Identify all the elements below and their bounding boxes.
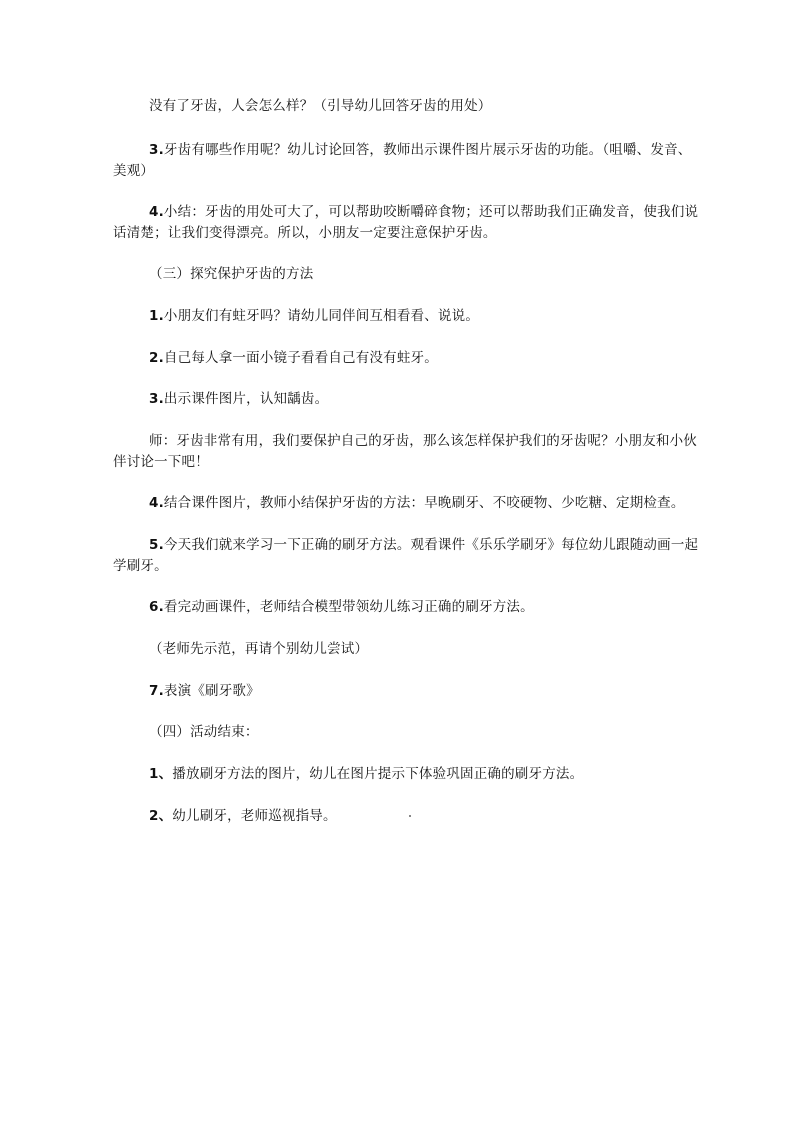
paragraph-text: （三）探究保护牙齿的方法	[149, 266, 314, 282]
paragraph-protection-methods	[113, 493, 703, 514]
paragraph-text: 结合课件图片，教师小结保护牙齿的方法：早晚刷牙、不咬硬物、少吃糖、定期检查。	[163, 495, 685, 511]
paragraph-text: 看完动画课件，老师结合模型带领幼儿练习正确的刷牙方法。	[163, 599, 534, 615]
paragraph-text: 小结：牙齿的用处可大了，可以帮助咬断嚼碎食物；还可以帮助我们正确发音，使我们说话清楚；让我们变得漂亮。所以，小朋友一定要注意保护牙齿。	[113, 204, 699, 241]
paragraph-number: 1.	[149, 308, 164, 324]
paragraph-text: 没有了牙齿，人会怎么样？（引导幼儿回答牙齿的用处）	[149, 98, 492, 114]
paragraph-mirror-check	[113, 348, 703, 369]
paragraph-text: （老师先示范，再请个别幼儿尝试）	[149, 641, 369, 657]
stray-mark	[409, 815, 411, 817]
paragraph-number: 1、	[149, 766, 173, 782]
paragraph-number: 6.	[149, 599, 164, 615]
paragraph-model-practice	[113, 597, 703, 618]
paragraph-teeth-loss-question	[113, 96, 703, 117]
paragraph-text: 表演《刷牙歌》	[163, 683, 260, 699]
paragraph-brushing-song	[113, 681, 703, 702]
paragraph-text: 自己每人拿一面小镜子看看自己有没有蛀牙。	[163, 350, 438, 366]
paragraph-text: 出示课件图片，认知龋齿。	[163, 391, 329, 407]
paragraph-teeth-functions	[113, 140, 703, 182]
paragraph-number: 7.	[149, 683, 164, 699]
section-heading-protect-teeth	[113, 264, 703, 285]
paragraph-summary	[113, 202, 703, 244]
paragraph-number: 4.	[149, 495, 164, 511]
paragraph-number: 4.	[149, 204, 164, 220]
paragraph-brushing-video	[113, 535, 703, 577]
paragraph-number: 2.	[149, 350, 164, 366]
paragraph-teacher-prompt	[113, 431, 703, 473]
paragraph-children-brush	[113, 806, 703, 827]
paragraph-text: 小朋友们有蛀牙吗？请幼儿同伴间互相看看、说说。	[163, 308, 480, 324]
section-heading-activity-end	[113, 722, 703, 743]
paragraph-number: 3.	[149, 142, 164, 158]
paragraph-text: 幼儿刷牙，老师巡视指导。	[172, 808, 337, 824]
paragraph-text: 今天我们就来学习一下正确的刷牙方法。观看课件《乐乐学刷牙》每位幼儿跟随动画一起学刷牙。	[113, 537, 699, 574]
paragraph-number: 3.	[149, 391, 164, 407]
paragraph-text: 播放刷牙方法的图片，幼儿在图片提示下体验巩固正确的刷牙方法。	[172, 766, 584, 782]
paragraph-demo-note	[113, 639, 703, 660]
paragraph-text: 牙齿有哪些作用呢？幼儿讨论回答，教师出示课件图片展示牙齿的功能。（咀嚼、发音、美观）	[113, 142, 692, 179]
paragraph-text: 师：牙齿非常有用，我们要保护自己的牙齿，那么该怎样保护我们的牙齿呢？小朋友和小伙伴讨论一下吧！	[113, 433, 697, 470]
paragraph-cavity-images	[113, 389, 703, 410]
paragraph-number: 5.	[149, 537, 164, 553]
paragraph-number: 2、	[149, 808, 173, 824]
paragraph-text: （四）活动结束：	[149, 724, 259, 740]
paragraph-cavity-question	[113, 306, 703, 327]
paragraph-play-images	[113, 764, 703, 785]
